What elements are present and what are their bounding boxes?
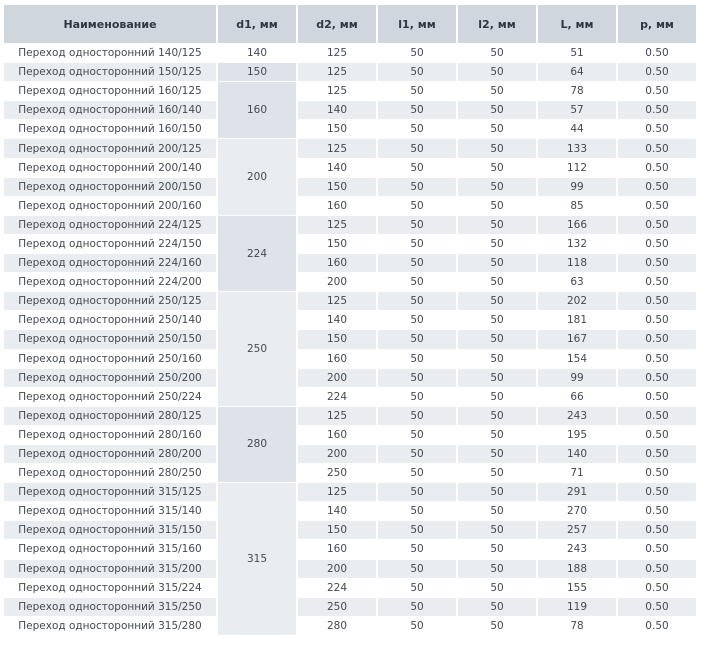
cell-d2: 150 [298,178,376,196]
table-row [4,502,696,520]
header-p: p, мм [618,5,696,43]
cell-p: 0.50 [645,199,669,212]
table-row [4,254,696,272]
table-row [4,426,696,444]
cell-l1: 50 [378,483,456,501]
table-row [4,101,696,119]
cell-name: Переход односторонний 315/125 [4,483,216,501]
cell-name: Переход односторонний 250/140 [18,314,202,327]
cell-d2: 150 [298,330,376,348]
cell-p: 0.50 [618,521,696,539]
cell-p: 0.50 [618,63,696,81]
cell-p: 0.50 [618,254,696,272]
cell-d2: 224 [326,581,348,594]
cell-name: Переход односторонний 224/200 [18,276,202,289]
table-row [4,560,696,578]
cell-d1: 140 [218,44,296,62]
cell-p: 0.50 [645,390,669,403]
cell-L: 155 [566,581,588,594]
cell-L: 99 [538,369,616,387]
table-row [4,350,696,368]
cell-l1: 50 [378,139,456,157]
cell-name: Переход односторонний 150/125 [4,63,216,81]
cell-name: Переход односторонний 280/160 [18,428,202,441]
cell-p: 0.50 [618,598,696,616]
cell-l2: 50 [490,390,504,403]
cell-l1: 50 [410,237,424,250]
cell-l1: 50 [410,619,424,632]
table-row [4,63,696,81]
table-body [4,44,696,635]
cell-p: 0.50 [645,543,669,556]
cell-name: Переход односторонний 280/125 [4,407,216,425]
cell-l2: 50 [490,428,504,441]
cell-name: Переход односторонний 250/125 [4,292,216,310]
cell-L: 119 [538,598,616,616]
cell-l2: 50 [458,139,536,157]
cell-l1: 50 [410,467,424,480]
cell-d2: 150 [326,237,348,250]
cell-l2: 50 [490,467,504,480]
cell-d2: 250 [298,598,376,616]
cell-l2: 50 [458,521,536,539]
cell-d1: 200 [218,139,296,214]
cell-L: 63 [570,276,584,289]
table-row [4,159,696,177]
cell-name: Переход односторонний 224/125 [4,216,216,234]
cell-d2: 200 [298,445,376,463]
cell-p: 0.50 [645,314,669,327]
table-row [4,521,696,539]
cell-p: 0.50 [618,560,696,578]
cell-name: Переход односторонний 250/224 [18,390,202,403]
cell-name: Переход односторонний 315/160 [18,543,202,556]
cell-L: 291 [538,483,616,501]
cell-name: Переход односторонний 224/160 [4,254,216,272]
cell-d2: 125 [298,216,376,234]
cell-d2: 140 [326,314,348,327]
cell-L: 167 [538,330,616,348]
cell-name: Переход односторонний 250/200 [4,369,216,387]
header-l2: l2, мм [458,5,536,43]
cell-p: 0.50 [645,352,669,365]
cell-l2: 50 [490,276,504,289]
header-name: Наименование [4,5,216,43]
cell-L: 181 [566,314,588,327]
table-row [4,120,696,138]
cell-l2: 50 [490,123,504,136]
cell-l1: 50 [378,445,456,463]
cell-p: 0.50 [618,330,696,348]
cell-l2: 50 [458,216,536,234]
cell-L: 202 [538,292,616,310]
cell-d2: 160 [326,543,348,556]
cell-l2: 50 [490,581,504,594]
cell-l2: 50 [458,598,536,616]
cell-L: 243 [538,407,616,425]
cell-p: 0.50 [618,445,696,463]
cell-l1: 50 [410,85,424,98]
cell-l2: 50 [458,560,536,578]
cell-p: 0.50 [645,123,669,136]
header-d2: d2, мм [298,5,376,43]
cell-L: 270 [566,505,588,518]
cell-l1: 50 [378,216,456,234]
cell-d2: 125 [298,483,376,501]
cell-name: Переход односторонний 250/150 [4,330,216,348]
cell-d1: 280 [218,407,296,482]
cell-l1: 50 [378,292,456,310]
table-row [4,139,696,157]
cell-l1: 50 [410,161,424,174]
cell-d2: 200 [298,369,376,387]
table-row [4,598,696,616]
cell-L: 166 [538,216,616,234]
cell-l1: 50 [378,254,456,272]
cell-p: 0.50 [645,619,669,632]
cell-l1: 50 [410,505,424,518]
cell-l2: 50 [490,314,504,327]
cell-p: 0.50 [645,237,669,250]
table-row [4,407,696,425]
cell-l1: 50 [410,390,424,403]
cell-d2: 160 [326,352,348,365]
table-row [4,197,696,215]
cell-d1: 250 [218,292,296,406]
cell-l2: 50 [490,85,504,98]
cell-L: 133 [538,139,616,157]
cell-l2: 50 [458,292,536,310]
cell-l1: 50 [378,178,456,196]
cell-p: 0.50 [618,139,696,157]
cell-L: 66 [570,390,584,403]
header-L: L, мм [538,5,616,43]
cell-p: 0.50 [645,47,669,60]
table-row [4,82,696,100]
cell-L: 195 [566,428,588,441]
cell-p: 0.50 [645,276,669,289]
table-row [4,44,696,62]
cell-name: Переход односторонний 160/140 [4,101,216,119]
table-row [4,540,696,558]
cell-d2: 125 [298,292,376,310]
cell-L: 64 [538,63,616,81]
table-row [4,369,696,387]
cell-d2: 125 [326,47,348,60]
cell-d2: 125 [298,63,376,81]
cell-name: Переход односторонний 315/200 [4,560,216,578]
cell-d1: 224 [218,216,296,291]
cell-l2: 50 [458,178,536,196]
cell-L: 78 [570,619,584,632]
cell-d2: 160 [298,254,376,272]
cell-L: 112 [566,161,588,174]
cell-name: Переход односторонний 160/125 [18,85,202,98]
cell-l2: 50 [490,543,504,556]
table-row [4,216,696,234]
cell-l1: 50 [410,47,424,60]
cell-name: Переход односторонний 250/160 [18,352,202,365]
cell-l1: 50 [410,199,424,212]
cell-l2: 50 [458,254,536,272]
cell-L: 99 [538,178,616,196]
cell-d2: 224 [326,390,348,403]
cell-d2: 200 [298,560,376,578]
table-row [4,445,696,463]
cell-l1: 50 [410,276,424,289]
table-row [4,388,696,406]
cell-L: 85 [570,199,584,212]
table-row [4,464,696,482]
cell-L: 51 [570,47,584,60]
cell-l2: 50 [458,407,536,425]
cell-d2: 140 [326,161,348,174]
table-row [4,330,696,348]
cell-name: Переход односторонний 315/280 [18,619,202,632]
cell-l1: 50 [410,314,424,327]
cell-l1: 50 [378,63,456,81]
cell-l2: 50 [458,369,536,387]
cell-d1: 150 [218,63,296,81]
cell-d2: 140 [298,101,376,119]
cell-p: 0.50 [618,407,696,425]
cell-d2: 125 [326,85,348,98]
cell-d2: 160 [326,428,348,441]
cell-d2: 250 [326,467,348,480]
cell-L: 154 [566,352,588,365]
cell-name: Переход односторонний 280/250 [18,467,202,480]
cell-name: Переход односторонний 280/200 [4,445,216,463]
cell-p: 0.50 [618,292,696,310]
header-l1: l1, мм [378,5,456,43]
cell-d2: 125 [298,139,376,157]
cell-L: 243 [566,543,588,556]
cell-name: Переход односторонний 315/140 [18,505,202,518]
cell-p: 0.50 [645,467,669,480]
cell-l2: 50 [490,237,504,250]
cell-p: 0.50 [618,216,696,234]
cell-p: 0.50 [645,581,669,594]
cell-l2: 50 [490,505,504,518]
cell-l2: 50 [458,101,536,119]
cell-d2: 280 [326,619,348,632]
cell-name: Переход односторонний 140/125 [18,47,202,60]
cell-L: 44 [570,123,584,136]
cell-l2: 50 [490,47,504,60]
cell-p: 0.50 [645,505,669,518]
cell-l1: 50 [410,123,424,136]
cell-L: 140 [538,445,616,463]
cell-p: 0.50 [645,85,669,98]
cell-L: 78 [570,85,584,98]
cell-l2: 50 [490,199,504,212]
cell-p: 0.50 [618,178,696,196]
cell-L: 257 [538,521,616,539]
cell-d1: 315 [218,483,296,635]
cell-p: 0.50 [645,161,669,174]
cell-l1: 50 [410,352,424,365]
cell-l2: 50 [458,330,536,348]
cell-p: 0.50 [645,428,669,441]
cell-L: 57 [538,101,616,119]
cell-name: Переход односторонний 200/150 [4,178,216,196]
cell-d2: 150 [326,123,348,136]
header-row [4,5,696,43]
cell-l1: 50 [378,101,456,119]
cell-l1: 50 [378,598,456,616]
cell-l2: 50 [490,619,504,632]
cell-p: 0.50 [618,369,696,387]
cell-l2: 50 [490,161,504,174]
cell-name: Переход односторонний 200/125 [4,139,216,157]
table-row [4,178,696,196]
cell-d2: 150 [298,521,376,539]
cell-l2: 50 [490,352,504,365]
cell-l1: 50 [410,581,424,594]
cell-l2: 50 [458,445,536,463]
table-row [4,273,696,291]
cell-d1: 160 [218,82,296,138]
table-row [4,579,696,597]
cell-l1: 50 [410,428,424,441]
cell-d2: 160 [326,199,348,212]
cell-l1: 50 [378,521,456,539]
cell-l1: 50 [378,560,456,578]
cell-name: Переход односторонний 315/224 [18,581,202,594]
cell-d2: 140 [326,505,348,518]
cell-L: 188 [538,560,616,578]
spec-table [2,4,698,636]
cell-d2: 200 [326,276,348,289]
cell-p: 0.50 [618,101,696,119]
cell-L: 118 [538,254,616,272]
header-d1: d1, мм [218,5,296,43]
cell-l1: 50 [378,369,456,387]
table-row [4,311,696,329]
cell-name: Переход односторонний 315/250 [4,598,216,616]
cell-L: 132 [566,237,588,250]
cell-d2: 125 [298,407,376,425]
cell-name: Переход односторонний 160/150 [18,123,202,136]
table-row [4,235,696,253]
table-row [4,483,696,501]
cell-l2: 50 [458,63,536,81]
cell-name: Переход односторонний 200/160 [18,199,202,212]
cell-name: Переход односторонний 315/150 [4,521,216,539]
cell-l1: 50 [410,543,424,556]
table-row [4,617,696,635]
cell-L: 71 [570,467,584,480]
cell-p: 0.50 [618,483,696,501]
cell-l1: 50 [378,330,456,348]
cell-l1: 50 [378,407,456,425]
table-row [4,292,696,310]
cell-l2: 50 [458,483,536,501]
cell-name: Переход односторонний 200/140 [18,161,202,174]
cell-name: Переход односторонний 224/150 [18,237,202,250]
